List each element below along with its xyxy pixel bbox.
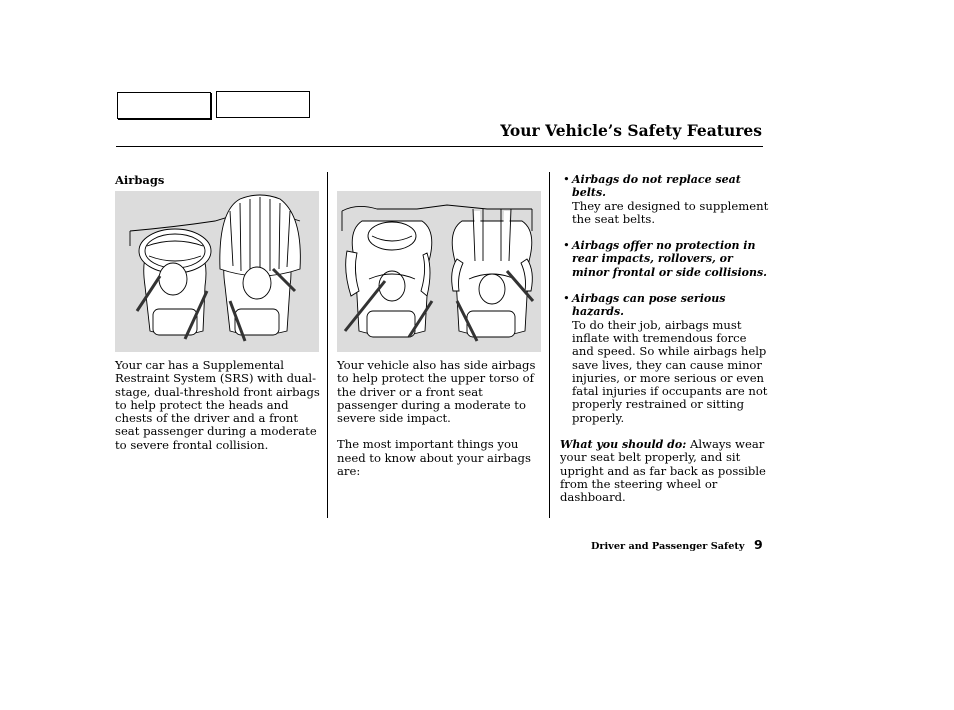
side-airbags-illustration	[337, 191, 541, 352]
footer-section-label: Driver and Passenger Safety	[591, 541, 745, 552]
column-divider-1	[327, 172, 328, 518]
side-airbags-text	[337, 359, 542, 491]
list-item	[560, 292, 770, 425]
list-item	[560, 239, 770, 279]
list-item	[560, 173, 770, 226]
bullet-icon: •	[563, 172, 570, 186]
airbag-facts-list	[560, 173, 770, 505]
advice-text: Always wear your seat belt properly, and sit upright and as far back as possible from the steering wheel or dashboard.	[560, 437, 766, 505]
advice-label: What you should do:	[560, 438, 687, 452]
bullet-body: They are designed to supplement the seat belts.	[572, 198, 769, 226]
bullet-title: Airbags offer no protection in rear impacts, rollovers, or minor frontal or side collisions.	[572, 239, 768, 279]
airbag-side-icon	[337, 191, 541, 352]
bullet-icon: •	[563, 291, 570, 306]
bullet-title: Airbags do not replace seat belts.	[572, 173, 741, 200]
important-things-paragraph: The most important things you need to know about your airbags are:	[337, 437, 531, 479]
page-number: 9	[754, 537, 763, 552]
front-airbags-paragraph: Your car has a Supplemental Restraint System (SRS) with dual-stage, dual-threshold front airbags to help protect the heads and chests of the driver and a front seat passenger during a moderate to severe frontal collision.	[115, 358, 320, 452]
front-airbags-illustration	[115, 191, 319, 352]
advice-paragraph	[560, 438, 770, 504]
section-tab-1	[117, 92, 211, 119]
header-divider	[116, 146, 763, 147]
column-divider-2	[549, 172, 550, 518]
page-title: Your Vehicle’s Safety Features	[500, 121, 762, 140]
airbag-front-icon	[115, 191, 319, 352]
bullet-icon: •	[563, 238, 570, 253]
bullet-title: Airbags can pose serious hazards.	[572, 292, 726, 319]
bullet-body: To do their job, airbags must inflate with tremendous force and speed. So while airbags help save lives, they can cause minor injuries, or more serious or even fatal injuries if occupants are not properly restrained or sitting properly.	[572, 317, 768, 425]
section-tab-2	[216, 91, 310, 118]
side-airbags-paragraph: Your vehicle also has side airbags to help protect the upper torso of the driver or a front seat passenger during a moderate to severe side impact.	[337, 358, 536, 426]
section-heading: Airbags	[115, 173, 165, 187]
